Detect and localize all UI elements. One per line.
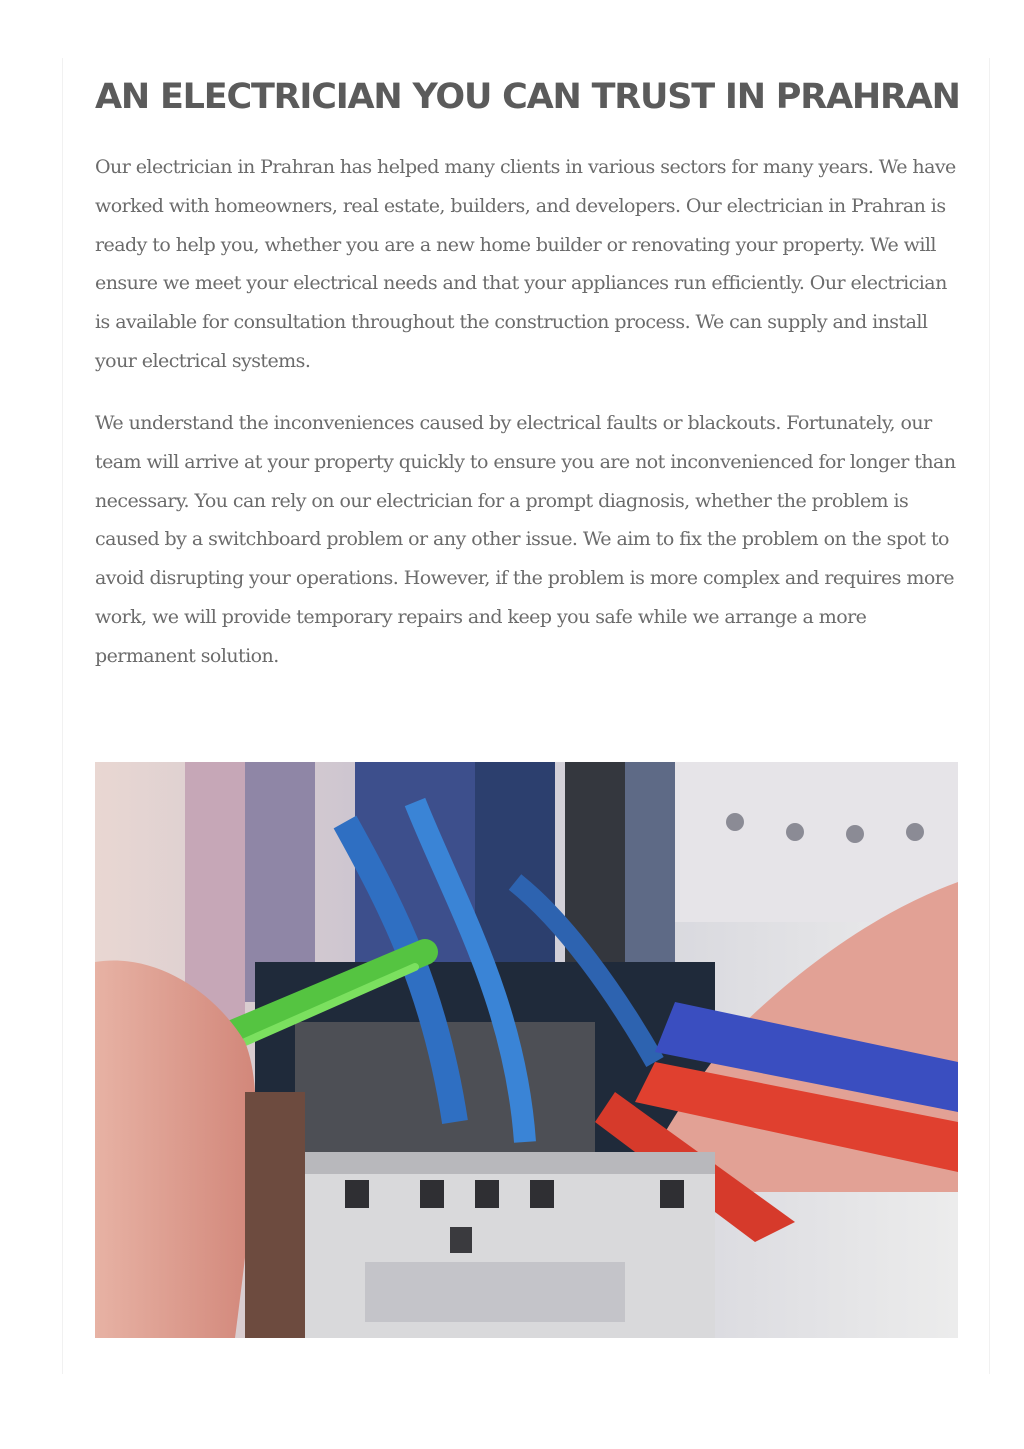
intro-paragraph: Our electrician in Prahran has helped many clients in various sectors for many years. We have worked with homeowners, real estate, builders, and developers. Our electrician in Prahran is ready to help you, whether you are a new home builder or renovating your property. We will ensure we meet your electrical needs and that your appliances run efficiently. Our electrician is available for consultation throughout the construction process. We can supply and install your electrical systems. xyxy=(95,156,956,372)
page-title: AN ELECTRICIAN YOU CAN TRUST IN PRAHRAN xyxy=(95,77,960,117)
service-paragraph: We understand the inconveniences caused by electrical faults or blackouts. Fortunately, our team will arrive at your property quickly to ensure you are not inconvenienced for longer than necessary. You can rely on our electrician for a prompt diagnosis, whether the problem is caused by a switchboard problem or any other issue. We aim to fix the problem on the spot to avoid disrupting your operations. However, if the problem is more complex and requires more work, we will provide temporary repairs and keep you safe while we arrange a more permanent solution. xyxy=(95,412,956,667)
electrician-switchboard-photo xyxy=(95,762,958,1338)
